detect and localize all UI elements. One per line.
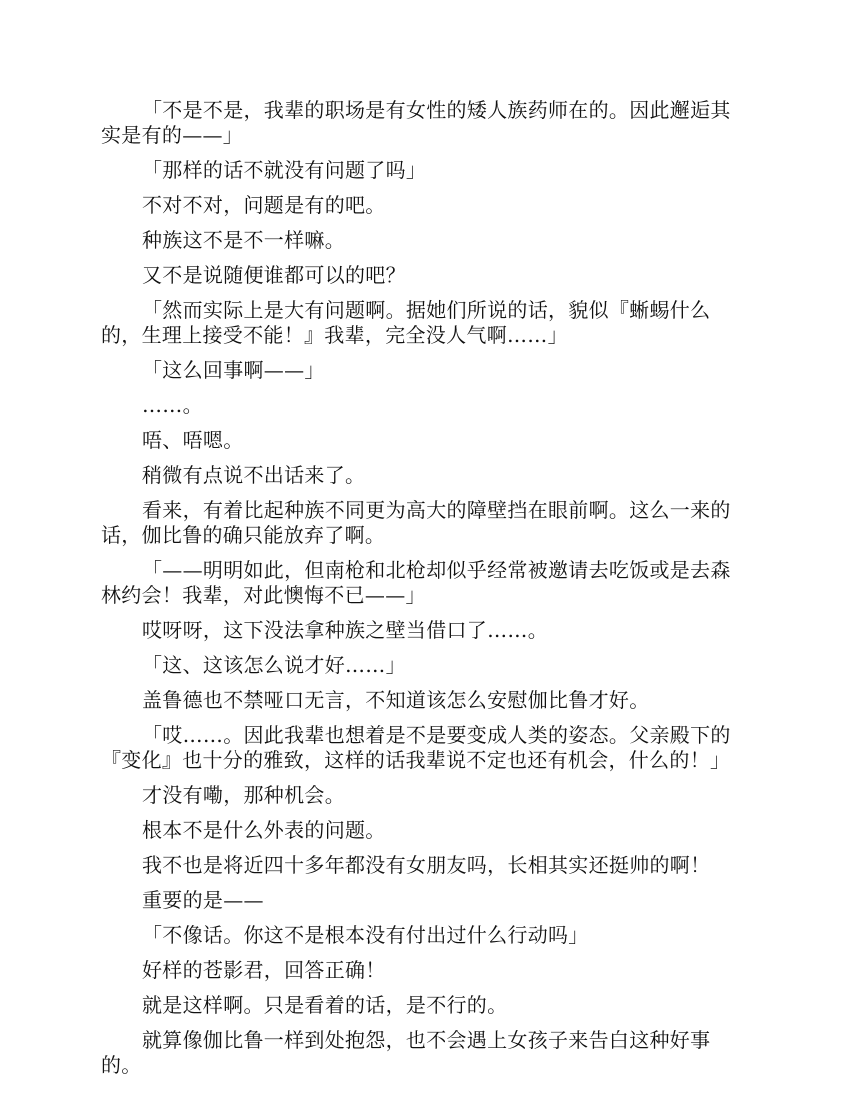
paragraph: 才没有嘞，那种机会。 — [142, 783, 345, 807]
paragraph: 看来，有着比起种族不同更为高大的障壁挡在眼前啊。这么一来的话，伽比鲁的确只能放弃了啊。 — [101, 498, 731, 547]
paragraph: 「这、这该怎么说才好……」 — [142, 653, 406, 677]
paragraph: 种族这不是不一样嘛。 — [142, 228, 345, 252]
paragraph: ……。 — [142, 393, 203, 417]
paragraph: 「那样的话不就没有问题了吗」 — [142, 158, 427, 182]
paragraph: 就是这样啊。只是看着的话，是不行的。 — [142, 993, 508, 1017]
paragraph: 「不是不是，我辈的职场是有女性的矮人族药师在的。因此邂逅其实是有的——」 — [101, 98, 731, 147]
paragraph: 「不像话。你这不是根本没有付出过什么行动吗」 — [142, 923, 589, 947]
paragraph: 「这么回事啊——」 — [142, 358, 325, 382]
paragraph: 唔、唔嗯。 — [142, 428, 244, 452]
paragraph: 根本不是什么外表的问题。 — [142, 818, 386, 842]
paragraph: 我不也是将近四十多年都没有女朋友吗，长相其实还挺帅的啊！ — [142, 853, 711, 877]
paragraph: 「——明明如此，但南枪和北枪却似乎经常被邀请去吃饭或是去森林约会！我辈，对此懊悔不已——」 — [101, 558, 731, 607]
paragraph: 不对不对，问题是有的吧。 — [142, 193, 386, 217]
paragraph: 就算像伽比鲁一样到处抱怨，也不会遇上女孩子来告白这种好事的。 — [101, 1028, 711, 1077]
paragraph: 又不是说随便谁都可以的吧？ — [142, 263, 406, 287]
paragraph: 「然而实际上是大有问题啊。据她们所说的话，貌似『蜥蜴什么的，生理上接受不能！』我辈，完全没人气啊……」 — [101, 298, 711, 347]
paragraph: 哎呀呀，这下没法拿种族之壁当借口了……。 — [142, 618, 548, 642]
paragraph: 好样的苍影君，回答正确！ — [142, 958, 386, 982]
paragraph: 盖鲁德也不禁哑口无言，不知道该怎么安慰伽比鲁才好。 — [142, 688, 650, 712]
document-page — [101, 98, 749, 1088]
paragraph: 重要的是—— — [142, 888, 264, 912]
paragraph: 稍微有点说不出话来了。 — [142, 463, 366, 487]
paragraph: 「哎……。因此我辈也想着是不是要变成人类的姿态。父亲殿下的『变化』也十分的雅致，这样的话我辈说不定也还有机会，什么的！」 — [101, 723, 731, 772]
